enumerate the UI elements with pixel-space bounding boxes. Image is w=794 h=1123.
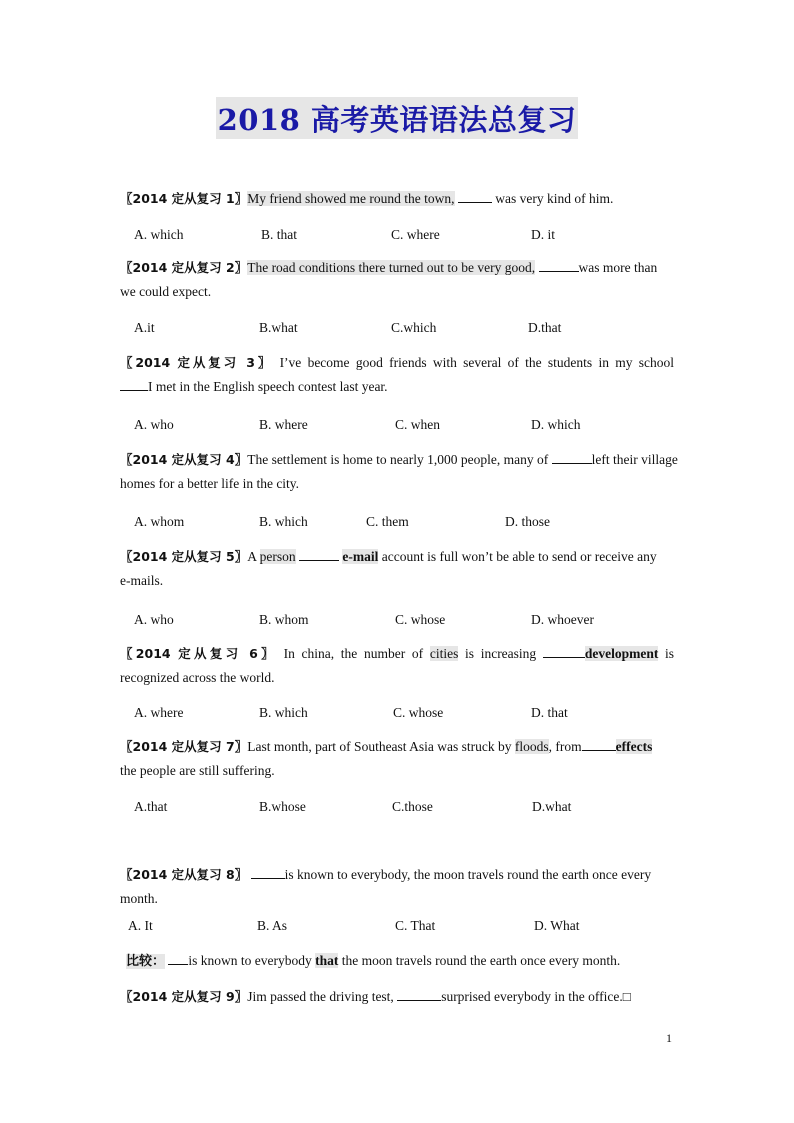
option-c[interactable]: C. when — [395, 417, 440, 432]
option-c[interactable]: C. whose — [393, 705, 444, 720]
option-a[interactable]: A.it — [134, 320, 155, 335]
answer-blank[interactable] — [168, 950, 188, 965]
option-a[interactable]: A. which — [134, 227, 184, 242]
highlighted-word: that — [315, 953, 339, 968]
option-b[interactable]: B.whose — [259, 799, 306, 814]
highlighted-word: person — [259, 549, 296, 564]
question-text: is known to everybody — [188, 953, 312, 968]
question-text: the people are still suffering. — [120, 763, 275, 778]
question-tag: 〖2014 定从复习 4〗 — [120, 452, 248, 467]
question-1 — [120, 187, 695, 211]
option-a[interactable]: A. who — [134, 612, 174, 627]
question-tag: 〖2014 定从复习 1〗 — [120, 191, 248, 206]
highlighted-word: floods — [514, 739, 549, 754]
option-d[interactable]: D. What — [534, 918, 580, 933]
answer-blank[interactable] — [539, 257, 579, 272]
page-title: 2018 高考英语语法总复习 — [216, 97, 578, 139]
question-9 — [120, 985, 695, 1009]
question-text: , from — [548, 739, 582, 754]
highlighted-word: e-mail — [342, 549, 379, 564]
question-text: e-mails. — [120, 573, 164, 588]
question-text: I met in the English speech contest last year. — [148, 379, 388, 394]
question-text: is increasing — [465, 646, 537, 661]
question-text: was more than — [578, 260, 658, 275]
question-7 — [120, 735, 695, 783]
option-c[interactable]: C. where — [391, 227, 440, 242]
question-tag: 〖2014 定从复习 3〗 — [120, 355, 274, 370]
question-8 — [120, 863, 695, 911]
question-4 — [120, 448, 695, 496]
option-d[interactable]: D. those — [505, 514, 550, 529]
option-d[interactable]: D. it — [531, 227, 556, 242]
question-text: The road conditions there turned out to be very good, — [247, 260, 536, 275]
question-tag: 〖2014 定从复习 9〗 — [120, 989, 248, 1004]
answer-blank[interactable] — [458, 188, 492, 203]
question-text: Jim passed the driving test, — [247, 989, 394, 1004]
option-a[interactable]: A. whom — [134, 514, 185, 529]
option-b[interactable]: B. where — [259, 417, 308, 432]
highlighted-word: effects — [615, 739, 653, 754]
option-a[interactable]: A.that — [134, 799, 168, 814]
answer-blank[interactable] — [397, 986, 441, 1001]
option-d[interactable]: D.that — [528, 320, 562, 335]
option-a[interactable]: A. It — [128, 918, 153, 933]
option-d[interactable]: D. which — [531, 417, 581, 432]
question-text: homes for a better life in the city. — [120, 476, 300, 491]
option-b[interactable]: B. whom — [259, 612, 309, 627]
question-text: was very kind of him. — [495, 191, 614, 206]
question-tag: 〖2014 定从复习 8〗 — [120, 867, 248, 882]
option-b[interactable]: B. that — [261, 227, 297, 242]
question-tag: 〖2014 定从复习 5〗 — [120, 549, 248, 564]
option-c[interactable]: C. That — [395, 918, 436, 933]
question-tag: 〖2014 定从复习 2〗 — [120, 260, 248, 275]
answer-blank[interactable] — [552, 449, 592, 464]
question-text: month. — [120, 891, 158, 906]
question-text: the moon travels round the earth once every month. — [341, 953, 621, 968]
option-c[interactable]: C. whose — [395, 612, 446, 627]
page-number: 1 — [666, 1031, 672, 1045]
answer-blank[interactable] — [543, 643, 585, 658]
compare-note — [126, 949, 701, 974]
option-c[interactable]: C. them — [366, 514, 409, 529]
option-b[interactable]: B. which — [259, 514, 308, 529]
question-text: My friend showed me round the town, — [247, 191, 455, 206]
question-text: Last month, part of Southeast Asia was struck by — [247, 739, 512, 754]
question-text: recognized across the world. — [120, 670, 275, 685]
question-text: we could expect. — [120, 284, 212, 299]
answer-blank[interactable] — [582, 736, 616, 751]
question-text: A — [247, 549, 257, 564]
option-c[interactable]: C.which — [391, 320, 437, 335]
question-text: The settlement is home to nearly 1,000 people, many of — [247, 452, 549, 467]
question-text: In china, the number of — [283, 646, 424, 661]
option-b[interactable]: B.what — [259, 320, 298, 335]
answer-blank[interactable] — [120, 376, 148, 391]
highlighted-word: development — [584, 646, 659, 661]
question-text: left their village — [591, 452, 678, 467]
highlighted-word: cities — [429, 646, 459, 661]
option-a[interactable]: A. where — [134, 705, 184, 720]
question-text: is known to everybody, the moon travels round the earth once every — [284, 867, 652, 882]
question-2 — [120, 256, 695, 304]
question-tag: 〖2014 定从复习 6〗 — [120, 646, 277, 661]
option-d[interactable]: D.what — [532, 799, 572, 814]
compare-label: 比较： — [126, 954, 166, 969]
option-a[interactable]: A. who — [134, 417, 174, 432]
answer-blank[interactable] — [251, 864, 285, 879]
question-5 — [120, 545, 695, 593]
option-d[interactable]: D. whoever — [531, 612, 594, 627]
question-tag: 〖2014 定从复习 7〗 — [120, 739, 248, 754]
option-c[interactable]: C.those — [392, 799, 433, 814]
option-b[interactable]: B. As — [257, 918, 288, 933]
question-text: is — [665, 646, 675, 661]
option-d[interactable]: D. that — [531, 705, 568, 720]
placeholder-glyph: □ — [622, 989, 631, 1004]
answer-blank[interactable] — [299, 546, 339, 561]
question-text: account is full won’t be able to send or receive any — [381, 549, 657, 564]
question-6 — [120, 642, 674, 690]
question-3 — [120, 351, 674, 399]
question-text: I’ve become good friends with several of the students in my school — [279, 355, 674, 370]
question-text: surprised everybody in the office. — [441, 989, 623, 1004]
option-b[interactable]: B. which — [259, 705, 308, 720]
